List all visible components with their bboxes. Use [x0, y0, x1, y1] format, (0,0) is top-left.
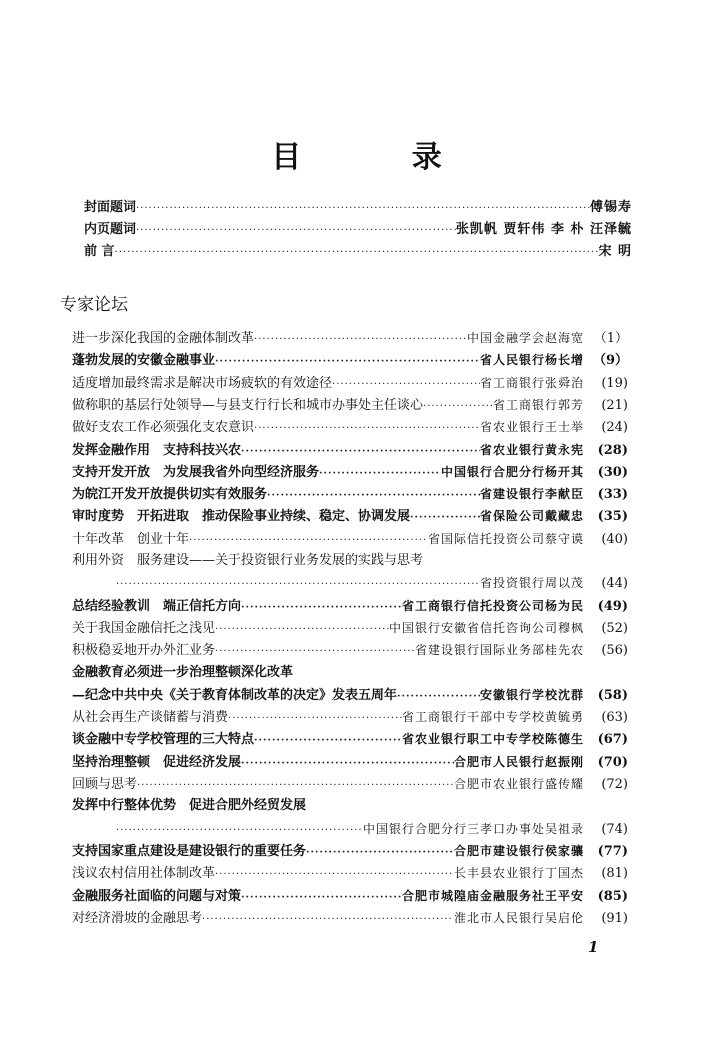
- toc-entry: [72, 506, 628, 526]
- entry-title: 进一步深化我国的金融体制改革: [72, 331, 255, 346]
- entry-author: 中国银行合肥分行杨开其: [440, 465, 584, 479]
- entry-title: 积极稳妥地开办外汇业务: [72, 643, 216, 658]
- entry-title: 做好支农工作必须强化支农意识: [72, 420, 255, 435]
- entry-author: 中国银行合肥分行三孝口办事处吴祖录: [362, 822, 584, 836]
- entry-author: 省农业银行黄永宪: [479, 443, 584, 457]
- entry-author: 长丰县农业银行丁国杰: [453, 866, 584, 880]
- toc-entry: [116, 819, 628, 839]
- entry-title: 金融服务社面临的问题与对策: [72, 889, 242, 904]
- entry-title: 对经济滑坡的金融思考: [72, 911, 203, 926]
- toc-entry: [72, 640, 628, 660]
- dot-leader: [397, 687, 480, 707]
- dot-leader: [254, 731, 402, 751]
- entry-author: 淮北市人民银行吴启伦: [453, 911, 584, 925]
- toc-entry: [72, 618, 628, 638]
- toc-entry: [72, 774, 628, 794]
- dot-leader: [137, 776, 454, 796]
- toc-entry: [72, 350, 628, 370]
- entry-title: 做称职的基层行处领导—与县支行行长和城市办事处主任谈心: [72, 398, 424, 413]
- entry-page: (81): [601, 866, 628, 881]
- entry-author: 省工商银行张舜治: [479, 376, 584, 390]
- front-matter-author: 张凯帆 贾轩伟 李 朴 汪泽毓: [455, 222, 632, 237]
- toc-entry: [116, 573, 628, 593]
- toc-entry: [72, 596, 628, 616]
- entry-title: 适度增加最终需求是解决市场疲软的有效途径: [72, 376, 333, 391]
- dot-leader: [410, 508, 480, 528]
- entry-page: (52): [601, 621, 628, 636]
- entry-page: (21): [601, 398, 628, 413]
- dot-leader: [215, 642, 415, 662]
- entry-page: (40): [601, 532, 628, 547]
- dot-leader: [115, 243, 599, 263]
- entry-title: 为皖江开发开放提供切实有效服务: [72, 487, 268, 502]
- entry-title: 坚持治理整顿 促进经济发展: [72, 755, 242, 770]
- dot-leader: [215, 865, 454, 885]
- entry-page: (24): [601, 420, 628, 435]
- toc-entry: [72, 729, 628, 749]
- front-matter-author: 宋 明: [598, 244, 632, 259]
- dot-leader: [267, 486, 480, 506]
- toc-entry: [72, 841, 628, 861]
- entry-author: 省建设银行国际业务部桂先农: [414, 643, 584, 657]
- page-number: 1: [588, 938, 599, 956]
- dot-leader: [241, 598, 402, 618]
- entry-title: 总结经验教训 端正信托方向: [72, 599, 242, 614]
- dot-leader: [319, 464, 441, 484]
- toc-entry: [72, 796, 628, 816]
- entry-page: (74): [601, 822, 628, 837]
- front-matter-author: 傅锡寿: [589, 200, 632, 215]
- entry-page: (33): [597, 487, 628, 502]
- dot-leader: [241, 442, 480, 462]
- front-matter-row: [84, 198, 632, 218]
- entry-author: 省国际信托投资公司蔡守谟: [427, 532, 584, 546]
- entry-author: 省农业银行职工中专学校陈德生: [401, 732, 584, 746]
- entry-page: (58): [597, 688, 628, 703]
- entry-page: (67): [597, 732, 628, 747]
- entry-author: 合肥市人民银行赵振刚: [453, 755, 584, 769]
- entry-title: 谈金融中专学校管理的三大特点: [72, 732, 255, 747]
- entry-title: 金融教育必须进一步治理整顿深化改革: [72, 665, 294, 680]
- entry-page: (49): [597, 599, 628, 614]
- dot-leader: [215, 352, 480, 372]
- entry-page: (28): [597, 443, 628, 458]
- entry-author: 省建设银行李献臣: [479, 487, 584, 501]
- entry-title: 从社会再生产谈储蓄与消费: [72, 710, 229, 725]
- entry-title: 回顾与思考: [72, 777, 138, 792]
- dot-leader: [254, 419, 480, 439]
- toc-entry: [72, 685, 628, 705]
- toc-entry: [72, 663, 628, 683]
- entry-author: 省工商银行郭芳: [492, 398, 584, 412]
- entry-title: 关于我国金融信托之浅见: [72, 621, 216, 636]
- entry-author: 省工商银行干部中专学校黄毓勇: [401, 710, 584, 724]
- entry-author: 中国金融学会赵海宽: [466, 331, 584, 345]
- page-title: 目 录: [271, 140, 492, 175]
- entry-title: 浅议农村信用社体制改革: [72, 866, 216, 881]
- entry-page: (70): [597, 755, 628, 770]
- dot-leader: [189, 531, 428, 551]
- toc-entry: [72, 484, 628, 504]
- entry-title: —纪念中共中央《关于教育体制改革的决定》发表五周年: [72, 688, 398, 703]
- dot-leader: [423, 397, 493, 417]
- toc-entry: [72, 328, 628, 348]
- front-matter-row: [84, 242, 632, 262]
- toc-entry: [72, 462, 628, 482]
- entry-author: 中国银行安徽省信托咨询公司穆枫: [388, 621, 584, 635]
- entry-author: 合肥市城隍庙金融服务社王平安: [401, 889, 584, 903]
- entry-author: 合肥市农业银行盛传耀: [453, 777, 584, 791]
- entry-title: 发挥金融作用 支持科技兴农: [72, 443, 242, 458]
- front-matter-row: [84, 220, 632, 240]
- toc-entry: [72, 752, 628, 772]
- front-matter-title: 前 言: [84, 244, 115, 259]
- dot-leader: [116, 575, 480, 595]
- toc-entry: [72, 707, 628, 727]
- entry-page: (44): [601, 576, 628, 591]
- entry-author: 合肥市建设银行侯家骧: [453, 844, 584, 858]
- dot-leader: [116, 821, 363, 841]
- entry-page: (56): [601, 643, 628, 658]
- dot-leader: [215, 620, 389, 640]
- entry-page: (77): [597, 844, 628, 859]
- entry-title: 发挥中行整体优势 促进合肥外经贸发展: [72, 798, 307, 813]
- entry-page: (72): [601, 777, 628, 792]
- entry-author: 安徽银行学校沈群: [479, 688, 584, 702]
- toc-entry: [72, 886, 628, 906]
- entry-author: 省农业银行王士举: [479, 420, 584, 434]
- entry-author: 省投资银行周以茂: [479, 576, 584, 590]
- entry-page: (30): [597, 465, 628, 480]
- entry-author: 省人民银行杨长增: [479, 353, 584, 367]
- entry-title: 支持开发开放 为发展我省外向型经济服务: [72, 465, 320, 480]
- toc-entry: [72, 395, 628, 415]
- entry-page: (91): [601, 911, 628, 926]
- entry-author: 省保险公司戴藏忠: [479, 509, 584, 523]
- dot-leader: [228, 709, 402, 729]
- toc-entry: [72, 440, 628, 460]
- entry-page: （1）: [593, 331, 628, 346]
- front-matter-title: 封面题词: [84, 200, 137, 215]
- entry-title: 蓬勃发展的安徽金融事业: [72, 353, 216, 368]
- entry-page: (63): [601, 710, 628, 725]
- toc-entry: [72, 863, 628, 883]
- toc-entry: [72, 417, 628, 437]
- entry-page: （9）: [592, 353, 628, 368]
- entry-page: (35): [597, 509, 628, 524]
- dot-leader: [306, 843, 454, 863]
- entry-title: 审时度势 开拓进取 推动保险事业持续、稳定、协调发展: [72, 509, 411, 524]
- dot-leader: [332, 375, 480, 395]
- entry-author: 省工商银行信托投资公司杨为民: [401, 599, 584, 613]
- dot-leader: [241, 754, 454, 774]
- dot-leader: [136, 199, 590, 219]
- dot-leader: [136, 221, 456, 241]
- toc-entry: [72, 529, 628, 549]
- front-matter-title: 内页题词: [84, 222, 137, 237]
- dot-leader: [241, 888, 402, 908]
- entry-page: (19): [601, 376, 628, 391]
- dot-leader: [202, 910, 454, 930]
- entry-title: 利用外资 服务建设——关于投资银行业务发展的实践与思考: [72, 553, 424, 568]
- entry-title: 十年改革 创业十年: [72, 532, 190, 547]
- entry-title: 支持国家重点建设是建设银行的重要任务: [72, 844, 307, 859]
- toc-entry: [72, 373, 628, 393]
- dot-leader: [254, 330, 467, 350]
- toc-entry: [72, 551, 628, 571]
- section-title: 专家论坛: [60, 295, 128, 315]
- entry-page: (85): [597, 889, 628, 904]
- toc-entry: [72, 908, 628, 928]
